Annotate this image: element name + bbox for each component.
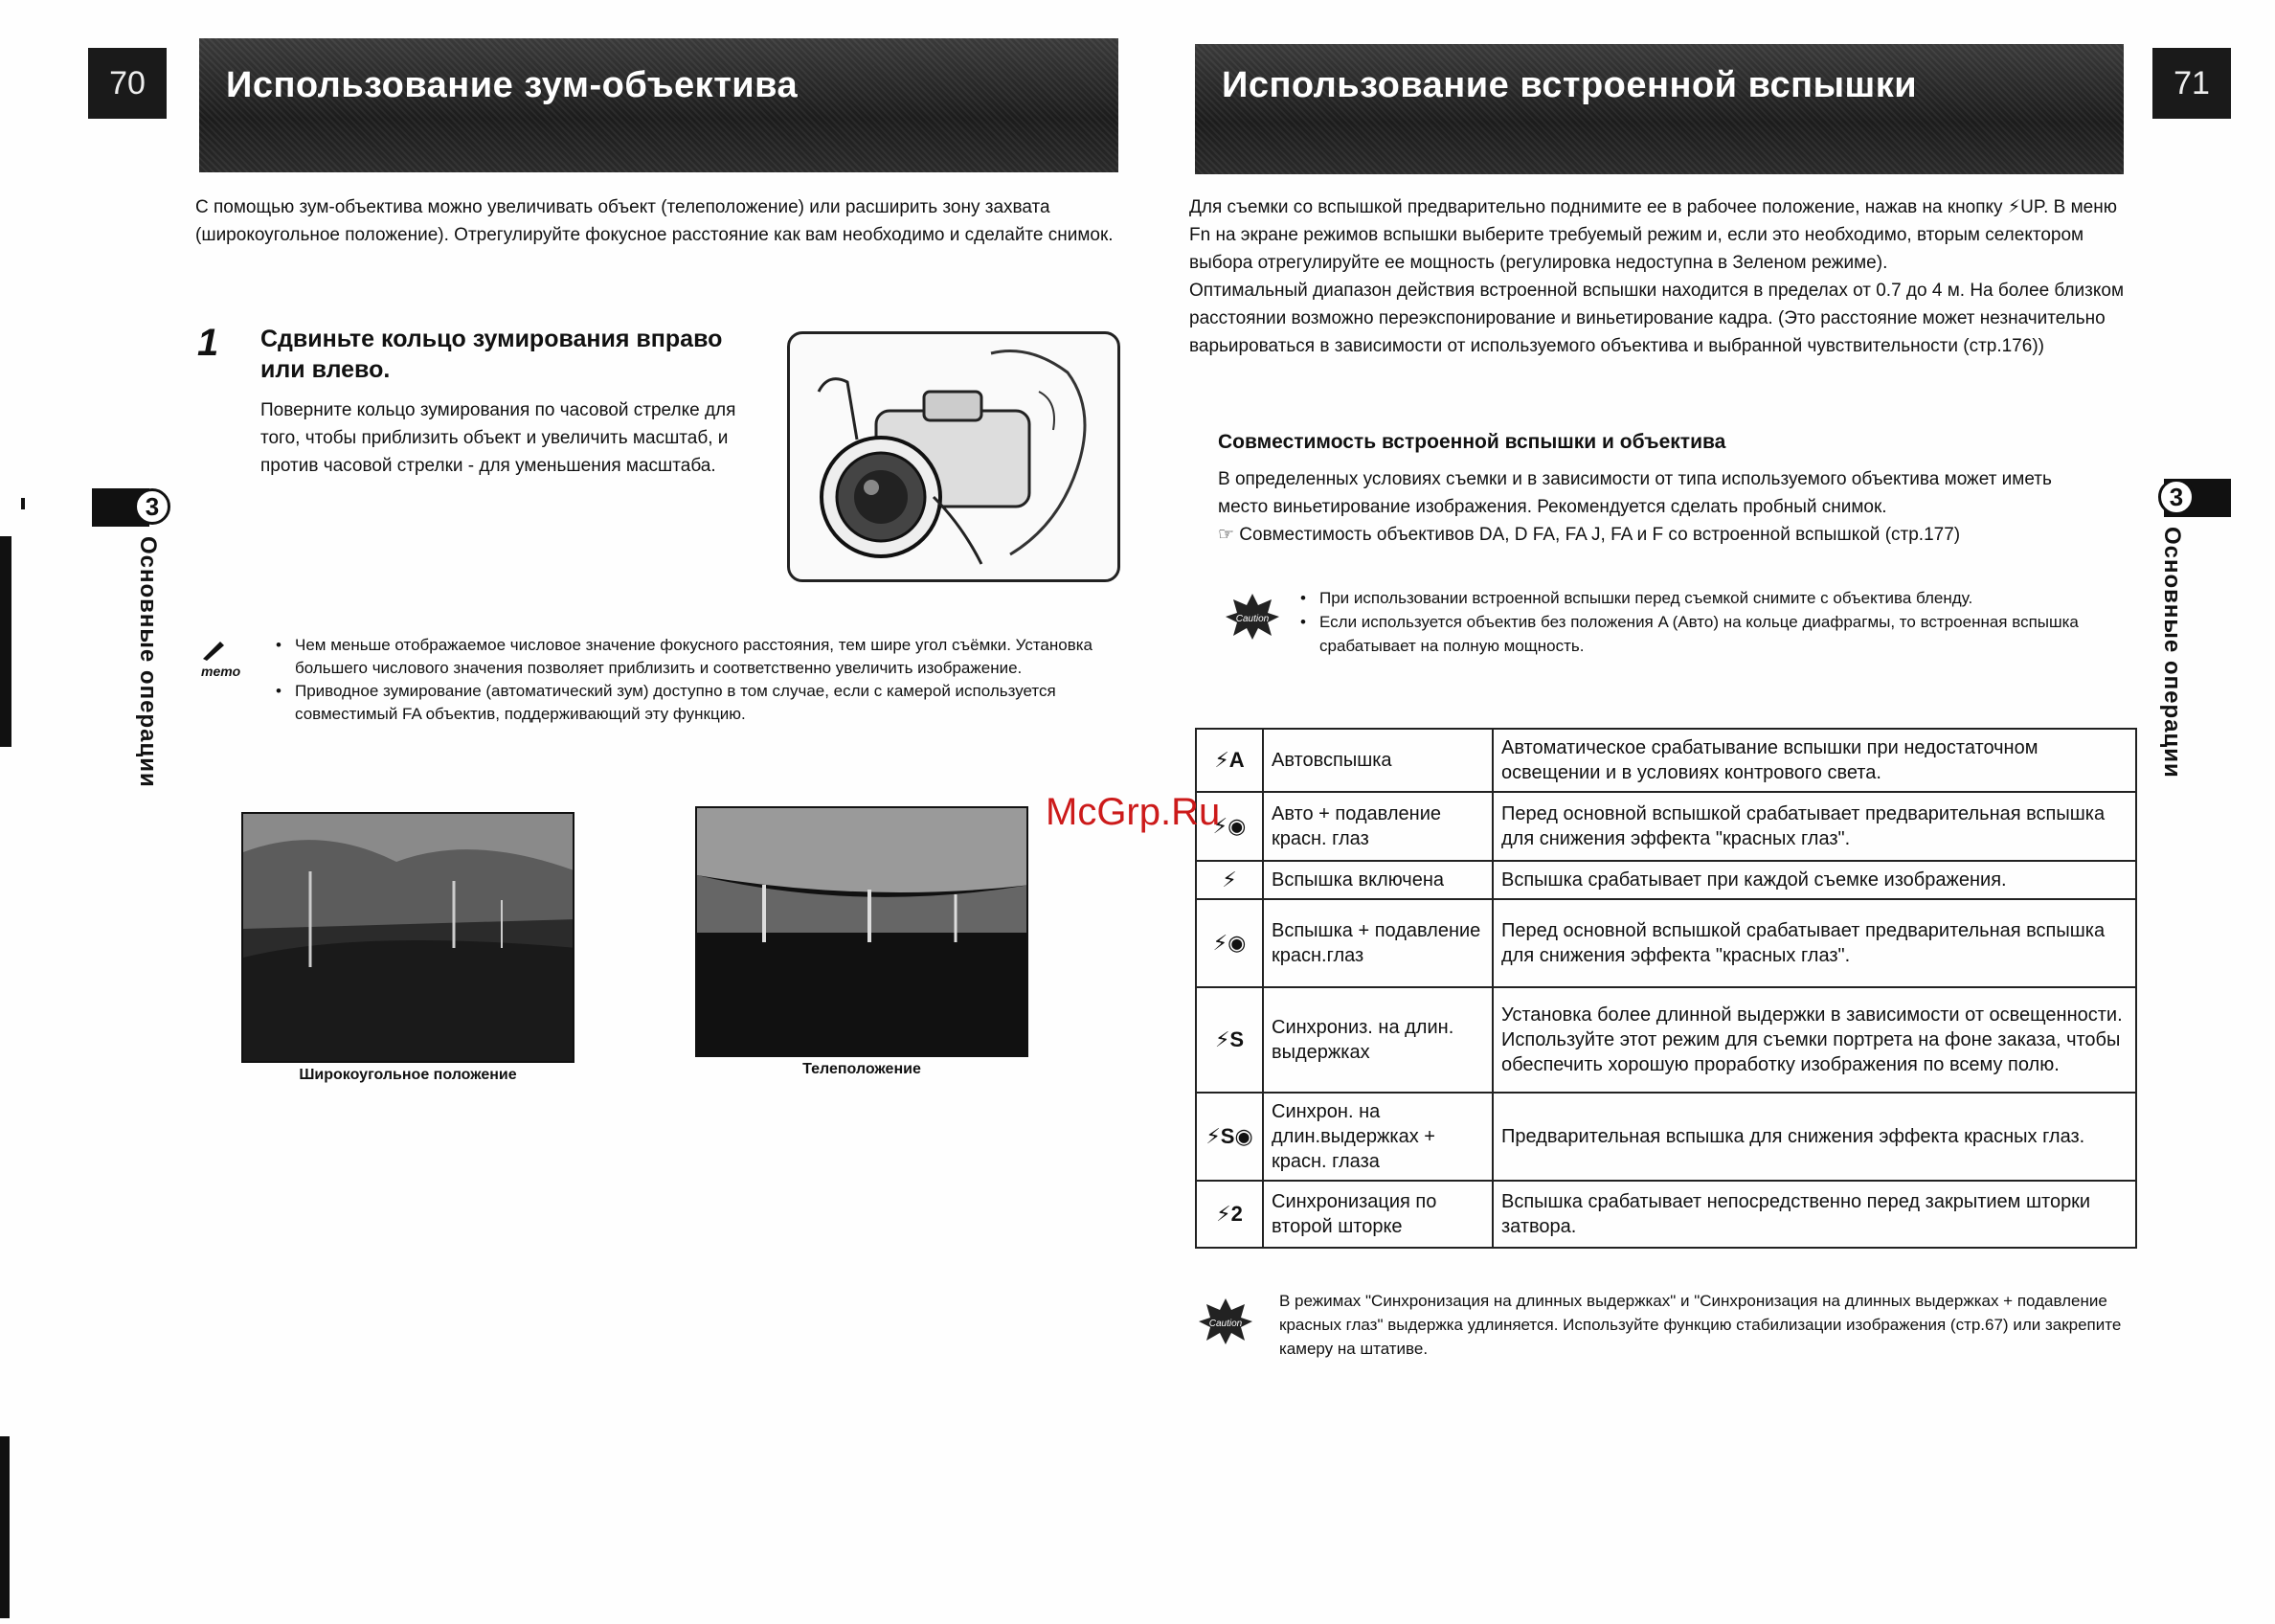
caution-label: Caution (1208, 1319, 1243, 1329)
mode-name: Вспышка + подавление красн.глаз (1263, 899, 1493, 987)
wide-angle-photo (241, 812, 574, 1063)
side-tab-left (134, 488, 172, 788)
mode-name: Синхрон. на длин.выдержках + красн. глаза (1263, 1093, 1493, 1181)
table-row (1196, 1093, 2136, 1181)
page-number-right: 71 (2152, 48, 2231, 119)
flash-on-redeye-icon: ⚡◉ (1196, 899, 1263, 987)
step-body: Поверните кольцо зумирования по часовой стрелке для того, чтобы приблизить объект и увеличить масштаб, и против часовой стрелки - для уменьшения масштаба. (260, 400, 736, 476)
table-row (1196, 899, 2136, 987)
chapter-title: Основные операции (135, 536, 161, 788)
pencil-icon (201, 640, 226, 661)
camera-illustration (787, 331, 1120, 582)
flash-intro-1: Для съемки со вспышкой предварительно поднимите ее в рабочее положение, нажав на кнопку ⚡UP. В меню Fn на экране режимов вспышки выберите требуемый режим и, если это необходимо, вторым селектором выбора отрегулируйте ее мощность (регулировка недоступна в Зеленом режиме). (1189, 197, 2117, 273)
table-row (1196, 1181, 2136, 1248)
page-title-left: Использование зум-объектива (199, 38, 1118, 172)
mode-name: Авто + подавление красн. глаз (1263, 792, 1493, 861)
slow-sync-redeye-icon: ⚡S◉ (1196, 1093, 1263, 1181)
mode-name: Синхронизация по второй шторке (1263, 1181, 1493, 1248)
table-row (1196, 861, 2136, 899)
mode-desc: Автоматическое срабатывание вспышки при недостаточном освещении и в условиях контрового света. (1493, 729, 2136, 792)
zoom-intro-text: С помощью зум-объектива можно увеличивать объект (телеположение) или расширить зону захвата (широкоугольное положение). Отрегулируйте фокусное расстояние как вам необходимо и сделайте снимок. (195, 197, 1114, 245)
memo-label: memo (201, 664, 241, 679)
table-row (1196, 987, 2136, 1093)
flash-intro (1189, 193, 2137, 360)
compat-section (1218, 465, 2099, 549)
caption-tele: Телеположение (802, 1061, 921, 1077)
flash-auto-icon: ⚡A (1196, 729, 1263, 792)
page-title-right: Использование встроенной вспышки (1195, 44, 2124, 174)
mode-desc: Перед основной вспышкой срабатывает предварительная вспышка для снижения эффекта "красных глаз". (1493, 792, 2136, 861)
memo-icon (201, 640, 251, 680)
mode-desc: Вспышка срабатывает непосредственно перед закрытием шторки затвора. (1493, 1181, 2136, 1248)
mode-desc: Вспышка срабатывает при каждой съемке изображения. (1493, 861, 2136, 899)
table-row (1196, 729, 2136, 792)
mode-desc: Установка более длинной выдержки в зависимости от освещенности. Используйте этот режим для съемки портрета на фоне заказа, чтобы обеспечить хорошую проработку изображения по всему полю. (1493, 987, 2136, 1093)
telephoto-photo (695, 806, 1028, 1057)
chapter-title: Основные операции (2159, 527, 2185, 778)
caution-label: Caution (1235, 614, 1270, 624)
table-row (1196, 792, 2136, 861)
watermark: McGrp.Ru (1046, 791, 1221, 833)
scan-edge-mark (0, 1436, 10, 1618)
memo-item: • Чем меньше отображаемое числовое значение фокусного расстояния, тем шире угол съёмки. Установка большего числового значения позволяет приблизить и соответственно увеличить изображение. (276, 634, 1138, 680)
mode-name: Вспышка включена (1263, 861, 1493, 899)
mode-desc: Перед основной вспышкой срабатывает предварительная вспышка для снижения эффекта "красных глаз". (1493, 899, 2136, 987)
step-number: 1 (197, 322, 219, 364)
caution-icon (1224, 592, 1281, 640)
compat-ref: ☞ Совместимость объективов DA, D FA, FA J, FA и F со встроенной вспышкой (стр.177) (1218, 525, 1961, 545)
caution-item: • Если используется объектив без положения A (Авто) на кольце диафрагмы, то встроенная вспышка срабатывает на полную мощность. (1300, 610, 2095, 658)
camera-zoom-illustration (790, 334, 1120, 582)
tele-photo-scene (697, 808, 1028, 1057)
caution-icon (1197, 1297, 1254, 1344)
memo-item: • Приводное зумирование (автоматический зум) доступно в том случае, если с камерой используется совместимый FA объектив, поддерживающий эту функцию. (276, 680, 1138, 726)
mode-name: Синхрониз. на длин. выдержках (1263, 987, 1493, 1093)
step-title: Сдвиньте кольцо зумирования вправо или влево. (260, 326, 723, 383)
flash-modes-table (1195, 728, 2137, 1249)
caution-item: • При использовании встроенной вспышки перед съемкой снимите с объектива бленду. (1300, 586, 2095, 610)
side-tab-right (2158, 479, 2196, 778)
mode-desc: Предварительная вспышка для снижения эффекта красных глаз. (1493, 1093, 2136, 1181)
flash-on-icon: ⚡ (1196, 861, 1263, 899)
memo-list (276, 634, 1138, 726)
bottom-caution-note: В режимах "Синхронизация на длинных выдержках" и "Синхронизация на длинных выдержках + подавление красных глаз" выдержка удлиняется. Используйте функцию стабилизации изображения (стр.67) или закрепите камеру на штативе. (1279, 1292, 2122, 1358)
caption-wide: Широкоугольное положение (299, 1067, 517, 1083)
chapter-number: 3 (2158, 479, 2195, 515)
mode-name: Автовспышка (1263, 729, 1493, 792)
compat-heading: Совместимость встроенной вспышки и объектива (1218, 431, 1726, 453)
scan-edge-mark (21, 498, 25, 509)
flash-intro-2: Оптимальный диапазон действия встроенной вспышки находится в пределах от 0.7 до 4 м. На более близком расстоянии возможно переэкспонирование и виньетирование кадра. (Это расстояние может незначительно варьироваться в зависимости от используемого объектива и выбранной чувствительности (стр.176)) (1189, 281, 2125, 356)
wide-photo-scene (243, 814, 574, 1063)
scan-edge-mark (0, 536, 11, 747)
flash-auto-redeye-icon: ⚡◉ (1196, 792, 1263, 861)
caution-burst-icon (1224, 592, 1281, 640)
page-number-left: 70 (88, 48, 167, 119)
caution-list (1300, 586, 2095, 658)
caution-burst-icon (1197, 1297, 1254, 1344)
chapter-number: 3 (134, 488, 170, 525)
compat-text: В определенных условиях съемки и в зависимости от типа используемого объектива может иметь место виньетирование изображения. Рекомендуется сделать пробный снимок. (1218, 469, 2052, 517)
trailing-curtain-icon: ⚡2 (1196, 1181, 1263, 1248)
slow-sync-icon: ⚡S (1196, 987, 1263, 1093)
